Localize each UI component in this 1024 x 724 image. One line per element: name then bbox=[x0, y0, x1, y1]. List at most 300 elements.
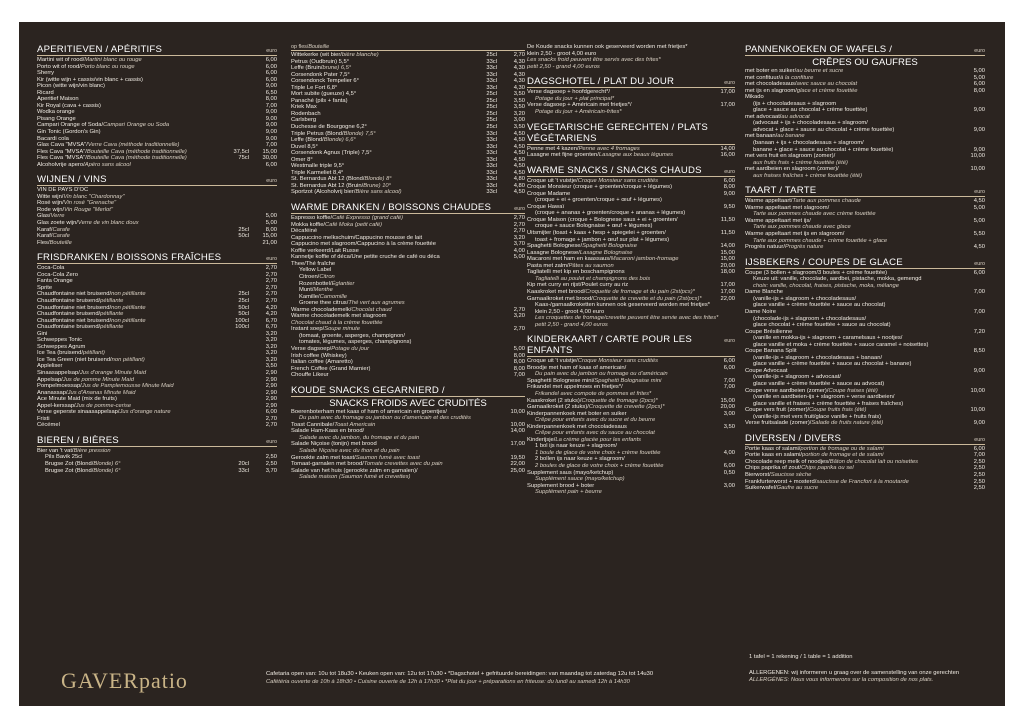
item-name-fr: Campari Orange ou Soda bbox=[103, 122, 170, 129]
item-size: 20cl bbox=[238, 460, 249, 467]
item-price: 19,50 bbox=[510, 454, 525, 461]
item-price: 15,00 bbox=[262, 233, 277, 240]
item-price: 4,50 bbox=[513, 163, 525, 170]
item-price bbox=[707, 109, 735, 116]
item-name-nl: (vanille en mokka-ijs + slagroom + caramelsaus + nootjes/ bbox=[753, 335, 903, 342]
item-name-nl: Rosé wijn/ bbox=[37, 200, 64, 207]
item-name-nl: Appelsap/ bbox=[37, 376, 63, 383]
item-name-nl: Glas Cava "MVSA"/ bbox=[37, 142, 88, 149]
menu-item bbox=[745, 420, 985, 427]
section-title-2: SNACKS FROIDS AVEC CRUDITÉS bbox=[329, 397, 487, 409]
item-name-nl: Schweppes Tonic bbox=[37, 337, 83, 344]
item-name-nl: glace vanille et fraises + crème fouettée + fraises fraîches) bbox=[753, 400, 904, 407]
item-size bbox=[683, 489, 707, 496]
item-size: 100cl bbox=[235, 324, 249, 331]
item-size: 33cl bbox=[486, 65, 497, 72]
item-name-nl: Boerenboterham met kaas of ham of americain en groentjes/ bbox=[291, 408, 447, 415]
item-name-fr: Blonde) 6° bbox=[93, 460, 121, 467]
item-price: 7,00 bbox=[973, 289, 985, 296]
menu-section bbox=[745, 44, 985, 179]
item-name-nl: Gerookte zalm met toast/ bbox=[291, 454, 356, 461]
item-name-fr: Coupe fraises (été) bbox=[828, 387, 878, 394]
section-header bbox=[745, 433, 985, 445]
item-name-nl: Ice Tea Green (niet bruisend/ bbox=[37, 356, 112, 363]
menu-section bbox=[745, 185, 985, 250]
item-price: 6,00 bbox=[723, 364, 735, 371]
menu-section bbox=[291, 44, 525, 196]
item-name-nl: Fanta Orange bbox=[37, 278, 73, 285]
item-name-fr: Bière pression bbox=[73, 447, 111, 454]
item-size bbox=[473, 372, 497, 379]
item-price: 10,00 bbox=[510, 421, 525, 428]
item-name-fr: Les snacks froid peuvent être servis avec des frites* bbox=[527, 57, 661, 64]
item-name bbox=[527, 51, 683, 58]
section-header bbox=[527, 122, 735, 145]
column-3 bbox=[527, 44, 735, 496]
item-size: 25cl bbox=[238, 226, 249, 233]
item-size: 33cl bbox=[486, 58, 497, 65]
item-price: 4,50 bbox=[513, 137, 525, 144]
item-name-fr: Blonde) 7,5° bbox=[343, 130, 376, 137]
item-name-fr: Du pain avec du jambon ou fromage ou d'américain bbox=[535, 371, 668, 378]
item-name-nl: (tomaat, groente, asperges, champignon/ bbox=[299, 332, 406, 339]
item-size: 25cl bbox=[486, 110, 497, 117]
item-name-fr: Saumon fumé avec toast bbox=[355, 454, 420, 461]
item-name-fr: Croquette de fromage et du pain (2st/pcs)* bbox=[585, 288, 695, 295]
item-size: 33cl bbox=[486, 169, 497, 176]
section-header bbox=[527, 76, 735, 88]
currency-label: euro bbox=[974, 260, 985, 267]
item-price bbox=[497, 474, 525, 481]
item-price: 6,00 bbox=[973, 81, 985, 88]
item-name-fr: Tarte aux pommes chaude avec glace bbox=[753, 224, 851, 231]
item-name-nl: met confituur/ bbox=[745, 74, 781, 81]
item-name bbox=[527, 57, 683, 64]
item-name bbox=[527, 64, 683, 71]
section-title: PANNENKOEKEN OF WAFELS / bbox=[745, 44, 893, 55]
item-name-nl: Bier van 't vat/ bbox=[37, 447, 74, 454]
item-price: 3,20 bbox=[513, 313, 525, 320]
item-name-nl: Croque uit 't vuistje/ bbox=[527, 358, 578, 365]
item-price: 4,00 bbox=[513, 247, 525, 254]
item-price: 3,50 bbox=[265, 363, 277, 370]
item-name-nl: (vanille-ijs + slagroom + advocaat/ bbox=[753, 374, 841, 381]
item-price: 10,00 bbox=[510, 408, 525, 415]
item-price: 6,00 bbox=[265, 161, 277, 168]
item-price: 3,50 bbox=[723, 423, 735, 430]
item-name-nl: met aardbeien en slagroom (zomer)/ bbox=[745, 166, 839, 173]
item-price: 3,20 bbox=[265, 343, 277, 350]
item-price: 2,50 bbox=[973, 471, 985, 478]
item-name-nl: (croque + ei + groenten/croque + œuf + légumes) bbox=[535, 197, 662, 204]
item-price: 10,00 bbox=[970, 166, 985, 173]
item-name-nl: Croque uit 't vuistje/ bbox=[527, 177, 578, 184]
item-name-fr: aux fruits frais + crème fouettée (été) bbox=[753, 159, 848, 166]
item-price: 3,00 bbox=[513, 117, 525, 124]
item-name-fr: Soupe minute bbox=[324, 326, 360, 333]
item-price: 14,00 bbox=[510, 428, 525, 435]
item-name-nl: Coupe verse aardbeien (zomer)/ bbox=[745, 387, 829, 394]
item-name-fr: Spaghetti Bolognaise mini bbox=[594, 377, 662, 384]
section-header bbox=[291, 44, 525, 51]
item-name-nl: Chips paprika of zout/ bbox=[745, 465, 802, 472]
section-title-fr: Bouteille bbox=[308, 44, 330, 50]
menu-item bbox=[745, 485, 985, 492]
menu-section bbox=[745, 433, 985, 492]
item-price: 20,00 bbox=[720, 262, 735, 269]
item-price: 2,90 bbox=[265, 396, 277, 403]
item-size bbox=[225, 240, 249, 247]
item-name-fr: Crêpe pour enfants avec du sucre et du beurre bbox=[535, 417, 656, 424]
item-price: 16,00 bbox=[720, 152, 735, 159]
item-price: 7,00 bbox=[723, 377, 735, 384]
item-price: 5,00 bbox=[973, 217, 985, 224]
item-size: 33cl bbox=[486, 150, 497, 157]
item-name-nl: Bierworst/ bbox=[745, 471, 771, 478]
item-name-fr: Menthe bbox=[313, 287, 333, 294]
item-price: 4,50 bbox=[513, 169, 525, 176]
item-name-nl: Warme appeltaart met ijs/ bbox=[745, 217, 811, 224]
section-title: WARME SNACKS / SNACKS CHAUDS bbox=[527, 164, 702, 176]
currency-label: euro bbox=[974, 48, 985, 54]
item-name-fr: Frikandel avec compote de pommes et frites* bbox=[535, 390, 652, 397]
item-name-nl: Chaudfontaine bruisend/ bbox=[37, 297, 101, 304]
item-price bbox=[707, 51, 735, 58]
item-name-nl: Sinaasappelsap/ bbox=[37, 369, 80, 376]
item-price: 6,00 bbox=[723, 358, 735, 365]
section-title: DIVERSEN / DIVERS bbox=[745, 432, 842, 444]
item-size: 33cl bbox=[486, 130, 497, 137]
item-price: 9,00 bbox=[973, 107, 985, 114]
item-name-nl: Coupe Brésilienne bbox=[745, 328, 793, 335]
item-name-nl: Kinderpannenkoek met chocoladesaus bbox=[527, 423, 627, 430]
section-title: APERITIEVEN / APÉRITIFS bbox=[37, 44, 163, 55]
item-price bbox=[707, 489, 735, 496]
item-name-fr: Thé vert aux agrumes bbox=[348, 300, 405, 307]
item-name-nl: Koffie verkeerd/Lait Russe bbox=[291, 247, 359, 254]
item-name-nl: Westmalle triple 9,5° bbox=[291, 163, 345, 170]
item-name-fr: Blonde) 8° bbox=[364, 176, 392, 183]
item-price: 2,90 bbox=[265, 383, 277, 390]
item-name-nl: Kir (witte wijn + cassis/vin blanc + cassis) bbox=[37, 76, 143, 83]
item-name-nl: Karaf/ bbox=[37, 226, 53, 233]
item-name-fr: non pétillant) bbox=[111, 356, 145, 363]
item-name-fr: portion de fromage et de salami bbox=[802, 452, 884, 459]
item-name-nl: Warme appeltaart met slagroom/ bbox=[745, 204, 830, 211]
item-price: 7,00 bbox=[973, 308, 985, 315]
item-size bbox=[933, 485, 957, 492]
item-name-nl: Warme chocolademelk/ bbox=[291, 306, 352, 313]
item-name-nl: met vers fruit en slagroom (zomer)/ bbox=[745, 153, 836, 160]
item-name-fr: Croquette de crevette et du pain (2st/pcs)* bbox=[592, 295, 702, 302]
item-name-fr: au advocat bbox=[781, 113, 810, 120]
item-name-fr: bière blanche) bbox=[341, 52, 379, 58]
item-name-nl: Coca-Cola Zero bbox=[37, 271, 78, 278]
item-name-nl: VIN DE PAYS D'OC bbox=[37, 187, 89, 194]
item-price: 17,00 bbox=[720, 288, 735, 295]
item-name bbox=[291, 372, 473, 379]
item-name-nl: Leffe (Blond/ bbox=[291, 137, 324, 144]
section-title: FRISDRANKEN / BOISSONS FRAÎCHES bbox=[37, 252, 222, 264]
item-price: 4,80 bbox=[513, 182, 525, 189]
item-price: 4,80 bbox=[513, 176, 525, 183]
item-name-nl: Pasta met zalm/ bbox=[527, 262, 569, 269]
item-price: 2,70 bbox=[265, 297, 277, 304]
item-price: 5,00 bbox=[513, 254, 525, 261]
item-name bbox=[37, 422, 225, 429]
section-header bbox=[745, 44, 985, 56]
item-size: 33cl bbox=[486, 84, 497, 91]
item-price: 2,90 bbox=[265, 402, 277, 409]
item-name-fr: Jus de pomme-cerise bbox=[75, 402, 132, 409]
item-name-fr: 2 boules de glace de votre choix + crème fouettée bbox=[535, 462, 664, 469]
section-title: BIEREN / BIÈRES bbox=[37, 434, 119, 446]
item-price: 2,70 bbox=[265, 278, 277, 285]
item-name-nl: Picon (witte wijn/vin blanc) bbox=[37, 83, 105, 90]
item-name bbox=[753, 173, 933, 180]
item-name-nl: met ijs en slagroom/ bbox=[745, 87, 797, 94]
item-name-fr: choix: vanille, chocolat, fraises, pistache, moka, mélange bbox=[753, 282, 899, 289]
item-name-nl: Verse dagsoep + Américain met frietjes*/ bbox=[527, 102, 632, 109]
item-price: 4,20 bbox=[265, 311, 277, 318]
item-name-nl: Coupe (3 bollen + slagroom/3 boules + crème fouettée) bbox=[745, 269, 888, 276]
item-name-nl: Cappuccino melkschuim/Cappucino mousse de lait bbox=[291, 234, 423, 241]
item-name-fr: à la confiture bbox=[780, 74, 814, 81]
item-name-nl: Suikerwafel/ bbox=[745, 485, 777, 492]
item-name-fr: Vin Rouge "Merlot" bbox=[64, 206, 113, 213]
section-title: KINDERKAART / CARTE POUR LES ENFANTS bbox=[527, 334, 693, 357]
item-name-nl: Tomaat-garnalen met brood/ bbox=[291, 461, 364, 468]
menu-item bbox=[37, 240, 277, 247]
currency-label: euro bbox=[724, 168, 735, 175]
item-price: 17,00 bbox=[510, 441, 525, 448]
item-price: 3,00 bbox=[723, 410, 735, 417]
item-name-fr: Supplément pain + beurre bbox=[535, 489, 602, 496]
item-price: 2,50 bbox=[973, 485, 985, 492]
item-name-fr: Potage du jour bbox=[331, 345, 370, 352]
item-name-nl: Uitsmijter (toast + kaas + hesp + spiegelei + groenten/ bbox=[527, 230, 666, 237]
item-name-nl: Supplement brood + boter bbox=[527, 482, 595, 489]
item-size bbox=[225, 162, 249, 169]
item-name-nl: Croque Monsieur (croque + groenten/croque + légumes) bbox=[527, 184, 673, 191]
item-price: 10,00 bbox=[970, 387, 985, 394]
item-name-fr: Salade Niçoise avec du thon et du pain bbox=[299, 447, 400, 454]
item-price: 4,00 bbox=[723, 449, 735, 456]
column-1 bbox=[37, 44, 277, 474]
item-name-nl: Kriek Max bbox=[291, 104, 317, 111]
item-name-nl: glace vanille + crème fouettée + sauce au chocolat + banane) bbox=[753, 361, 912, 368]
item-name-fr: au banane bbox=[777, 133, 805, 140]
item-name-fr: Salade maison (Saumon fumé et crevettes) bbox=[299, 474, 411, 481]
item-name-nl: Citroen/ bbox=[299, 273, 320, 280]
item-size bbox=[683, 64, 707, 71]
item-price: 3,20 bbox=[265, 350, 277, 357]
item-price: 5,00 bbox=[513, 345, 525, 352]
item-price: 2,50 bbox=[973, 465, 985, 472]
item-price bbox=[707, 322, 735, 329]
item-size bbox=[687, 44, 709, 51]
item-price: 4,50 bbox=[973, 198, 985, 205]
item-size: 50cl bbox=[238, 311, 249, 318]
item-name-nl: Frikandel met appelmoes en frietjes*/ bbox=[527, 384, 623, 391]
item-name-fr: non pétillante bbox=[111, 304, 146, 311]
item-price: 2,90 bbox=[265, 369, 277, 376]
menu-item bbox=[527, 322, 735, 329]
item-name-nl: Cappucino met slagroom/Cappucino à la crème fouettée bbox=[291, 241, 437, 248]
item-name-fr: Potage du jour + plat principal* bbox=[535, 95, 615, 102]
item-price: 3,20 bbox=[265, 356, 277, 363]
item-price: 4,50 bbox=[513, 150, 525, 157]
item-name-nl: Kannetje koffie of déca/Une petite cruche de café ou déca bbox=[291, 254, 440, 261]
item-name-nl: klein 2,50 - groot 4,00 euro bbox=[535, 308, 605, 315]
hours-nl: Cafetaria open van: 10u tot 18u30 • Keuken open van: 12u tot 17u30 • *Dagschotel + gefrituurde bereidingen: van maandag tot zaterdag 12u tot 14u30 bbox=[266, 671, 654, 677]
item-name-nl: Dame Blanche bbox=[745, 289, 784, 296]
item-name-fr: La crème glacée pour les enfants bbox=[555, 436, 642, 443]
item-price: 18,00 bbox=[720, 269, 735, 276]
item-price: 9,00 bbox=[265, 115, 277, 122]
item-name-fr: Croque Monsieur sans crudités bbox=[577, 177, 658, 184]
item-name-nl: Chaudfontaine niet bruisend/ bbox=[37, 317, 112, 324]
item-name-fr: Porto blanc ou rouge bbox=[80, 63, 135, 70]
item-price: 15,00 bbox=[720, 249, 735, 256]
item-name-nl: (ijs + chocoladesaus + slagroom bbox=[753, 100, 837, 107]
item-name-fr: Blonde) 6,6° bbox=[323, 137, 356, 144]
item-name-nl: Lasagne Bolognese/ bbox=[527, 249, 580, 256]
item-name-nl: glace vanille + crème fouettée + sauce au advocat) bbox=[753, 380, 885, 387]
item-name-nl: Appel-kerssap/ bbox=[37, 402, 76, 409]
item-name-nl: Verse dagsoep/ bbox=[291, 345, 332, 352]
menu-section bbox=[37, 435, 277, 474]
item-name-fr: Verre Cava (méthode traditionnelle) bbox=[87, 142, 180, 149]
bill-note: 1 tafel = 1 rekening / 1 table = 1 addition bbox=[749, 654, 853, 660]
item-name-fr: Chips paprika ou sel bbox=[801, 465, 854, 472]
item-name-nl: Mikado bbox=[745, 94, 764, 101]
item-name-fr: pétillante bbox=[100, 311, 124, 318]
item-price bbox=[707, 64, 735, 71]
item-name-fr: 1 boule de glace de votre choix + crème fouettée bbox=[535, 449, 661, 456]
column-2 bbox=[291, 44, 525, 481]
item-size: 25cl bbox=[486, 97, 497, 104]
section-header bbox=[527, 334, 735, 357]
item-name-fr: Verre de vin blanc doux bbox=[77, 220, 139, 227]
item-price: 8,50 bbox=[973, 348, 985, 355]
item-name-nl: Supplement saus (mayo/ketchup) bbox=[527, 469, 614, 476]
item-name-nl: Espresso koffie/ bbox=[291, 215, 333, 222]
item-name-nl: (vanille-ijs + slagroom + chocoladesaus + banaan/ bbox=[753, 354, 883, 361]
section-header bbox=[37, 44, 277, 56]
item-name-fr: Jus d'Ananas Minute Maid bbox=[67, 389, 136, 396]
currency-label: euro bbox=[266, 178, 277, 185]
item-name-nl: Chouffe Likeur bbox=[291, 372, 329, 379]
menu-item bbox=[527, 51, 735, 58]
menu-section bbox=[291, 202, 525, 379]
item-name-nl: Chaudfontaine bruisend/ bbox=[37, 311, 101, 318]
item-name-nl: Ananassap/ bbox=[37, 389, 68, 396]
item-name-fr: Café Moka (petit café) bbox=[325, 221, 383, 228]
item-name-nl: Brugse Zot (Blond/ bbox=[45, 460, 94, 467]
item-name-nl: Fles Cava "MVSA"/ bbox=[37, 148, 87, 155]
item-name bbox=[535, 489, 683, 496]
item-name-fr: Les croquettes de fromage/crevette peuvent être servie avec des frites* bbox=[535, 315, 719, 322]
item-name-nl: toast + fromage + jambon + œuf sur plat + légumes) bbox=[535, 236, 670, 243]
menu-sheet bbox=[19, 22, 1005, 706]
hours-fr: Cafétéria ouverte de 10h à 18h30 • Cuisine ouverte de 12h à 17h30 • *Plat du jour + préparations en friteuse: du lundi au samedi 12h à 14h30 bbox=[266, 679, 630, 685]
item-name-nl: Pils Bavik 25cl bbox=[45, 454, 83, 461]
item-price: 7,00 bbox=[513, 372, 525, 379]
item-price: 9,00 bbox=[973, 367, 985, 374]
menu-item bbox=[291, 189, 525, 196]
item-price: 3,50 bbox=[513, 124, 525, 131]
item-name-nl: Ice Tea (bruisend/ bbox=[37, 350, 83, 357]
item-name-nl: Mokka koffie/ bbox=[291, 221, 326, 228]
item-name-fr: Jus d'orange Minute Maid bbox=[79, 369, 147, 376]
item-name-nl: Progrès natuur/ bbox=[745, 244, 785, 251]
section-title: op fles/Bouteille bbox=[291, 44, 330, 50]
item-size: 33cl bbox=[486, 71, 497, 78]
item-name bbox=[745, 244, 933, 251]
item-size: 33cl bbox=[486, 176, 497, 183]
item-size bbox=[225, 422, 249, 429]
item-name-fr: Jus d'orange nature bbox=[119, 409, 171, 416]
item-name-nl: Wittekerke (wit bier/ bbox=[291, 52, 342, 58]
item-price: 9,00 bbox=[973, 146, 985, 153]
item-name-nl: (croque + ananas + groenten/croque + ananas + légumes) bbox=[535, 210, 686, 217]
item-name-nl: met banaan/ bbox=[745, 133, 778, 140]
item-price: 3,50 bbox=[513, 97, 525, 104]
item-price: 17,00 bbox=[720, 282, 735, 289]
currency-label: euro bbox=[724, 338, 735, 345]
item-name-fr: portion de fromage ou de salami bbox=[800, 445, 884, 452]
item-name-nl: klein 2,50 - groot 4,00 euro bbox=[527, 50, 597, 57]
item-name-nl: Verse geperste sinaasappelsap/ bbox=[37, 409, 120, 416]
item-name-nl: Rozenbottel/ bbox=[299, 280, 332, 287]
menu-item bbox=[291, 474, 525, 481]
item-price bbox=[707, 57, 735, 64]
menu-section bbox=[745, 257, 985, 427]
item-name-fr: Café Expresso (grand café) bbox=[332, 215, 404, 222]
item-name bbox=[37, 240, 225, 247]
item-name-nl: Irish coffee (Whiskey) bbox=[291, 352, 347, 359]
item-size: 33cl bbox=[486, 78, 497, 85]
item-size bbox=[473, 474, 497, 481]
item-name-nl: Fristi bbox=[37, 415, 50, 422]
item-name-nl: glace vanille et moka + crème fouettée + sauce caramel + noisettes) bbox=[753, 341, 929, 348]
item-price: 4,30 bbox=[513, 71, 525, 78]
item-name-nl: Kinderpannenkoek met boter en suiker bbox=[527, 410, 627, 417]
item-name-nl: Kir Royal (cava + cassis) bbox=[37, 102, 101, 109]
item-price: 2,50 bbox=[973, 458, 985, 465]
item-name-fr: Carafe bbox=[52, 226, 70, 233]
item-name-fr: Bâton de chocolat lait ou noisettes bbox=[829, 458, 919, 465]
item-price: 3,70 bbox=[513, 241, 525, 248]
item-name-fr: Macaroni jambon-fromage bbox=[610, 256, 679, 263]
item-name-nl: Instant soep/ bbox=[291, 326, 325, 333]
item-name-fr: Vin blanc "Chardonnay" bbox=[63, 193, 125, 200]
item-name-nl: Panaché (pils + fanta) bbox=[291, 97, 348, 104]
item-name-nl: Kaaskroket met brood/ bbox=[527, 288, 586, 295]
allergen-nl: ALLERGENEN: wij informeren u graag over de samenstelling van onze gerechten bbox=[749, 670, 960, 676]
item-size bbox=[683, 152, 707, 159]
item-name-nl: Glas zoete wijn/ bbox=[37, 220, 78, 227]
item-size: 100cl bbox=[235, 317, 249, 324]
item-size: 33cl bbox=[486, 137, 497, 144]
item-size bbox=[683, 109, 707, 116]
item-price: 4,30 bbox=[513, 84, 525, 91]
menu-section bbox=[527, 76, 735, 115]
item-name-nl: Brugse Zot (Blond/ bbox=[45, 467, 94, 474]
item-name-fr: Crêpe pour enfants avec du sauce au chocolat bbox=[535, 430, 655, 437]
item-name-nl: Macaroni met ham en kaassaus/ bbox=[527, 256, 611, 263]
